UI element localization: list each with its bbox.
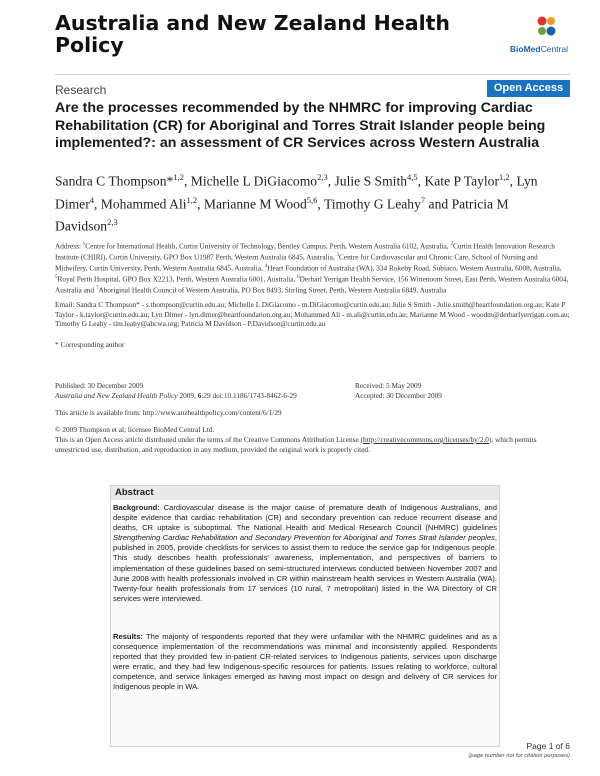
- page-number-note: (page number not for citation purposes): [468, 753, 570, 759]
- header-divider: [55, 74, 570, 75]
- biomed-logo-icon: [526, 12, 566, 42]
- article-title: Are the processes recommended by the NHMRC for improving Cardiac Rehabilitation (CR) for Aboriginal and Torres Strait Islander people being implemented?: an assessment of CR Services across Western Australia: [55, 100, 546, 151]
- license-notice[interactable]: This is an Open Access article distributed under the terms of the Creative Commons Attribution License (http://creativecommons.org/licenses/by/2.0), which permits unrestricted use, distribution, and reproduction in any medium, provided the original work is properly cited.: [55, 435, 537, 454]
- biomed-central-logo[interactable]: [488, 12, 568, 60]
- copyright-notice: © 2009 Thompson et al; licensee BioMed Central Ltd.: [55, 425, 215, 434]
- journal-title: Australia and New Zealand Health Policy: [55, 11, 450, 57]
- article-url[interactable]: This article is available from: http://www.anzhealthpolicy.com/content/6/1/29: [55, 408, 282, 417]
- author-addresses: Address: $^1$Centre for International Health, Curtin University of Technology, Bentley Campus, Perth, Western Australia 6102, Australia, $^2$Curtin Health Innovation Research Institute (CHIRI), Curtin University, GPO Box U1987 Perth, Western Australia 6845, Australia, $^3$Centre for Cardiovascular and Chronic Care, School of Nursing and Midwifery, Curtin University, Perth, Western Australia 6845, Australia, $^4$Heart Foundation of Australia (WA), 334 Rokeby Road, Subiaco, Western Australia, 6008, Australia, $^5$Royal Perth Hospital, GPO Box X2213, Perth, Western Australia 6001, Australia, $^6$Derbarl Yerrigan Health Service, 156 Wittenoom Street, East Perth, Western Australia 6004, Australia and $^7$Aboriginal Health Council of Western Australia, PO Box 8493, Stirling Street, Perth, Western Australia 6849, Australia: [55, 241, 569, 295]
- abstract-heading: Abstract: [111, 486, 499, 500]
- accepted-date: Accepted: 30 December 2009: [355, 391, 442, 400]
- corresponding-author-note: * Corresponding author: [55, 340, 125, 349]
- author-list: Sandra C Thompson*$^{1,2}$, Michelle L DiGiacomo$^{2,3}$, Julie S Smith$^{4,5}$, Kate P Taylor$^{1,2}$, Lyn Dimer$^4$, Mohammed Ali$^{1,2}$, Marianne M Wood$^{5,6}$, Timothy G Leahy$^7$ and Patricia M Davidson$^{2,3}$: [55, 172, 538, 234]
- author-emails[interactable]: Email: Sandra C Thompson* - s.thompson@curtin.edu.au; Michelle L DiGiacomo - m.DiGiacomo@curtin.edu.au; Julie S Smith - Julie.smith@heartfoundation.org.au; Kate P Taylor - k.taylor@curtin.edu.au; Lyn Dimer - lyn.dimer@heartfoundation.org.au; Mohammed Ali - m.ali@curtin.edu.au; Marianne M Wood - woodm@derbarlyerrigan.com.au; Timothy G Leahy - tim.leahy@ahcwa.org; Patricia M Davidson - P.Davidson@curtin.edu.au: [55, 300, 570, 328]
- biomed-central-wordmark: BioMedCentral: [509, 44, 568, 54]
- published-date: Published: 30 December 2009: [55, 381, 144, 390]
- page-number: Page 1 of 6: [526, 741, 570, 751]
- abstract-results: Results: The majority of respondents reported that they were unfamiliar with the NHMRC guidelines and as a consequence implementation of the recommendations was minimal and inconsistently applied. Respondents reported that they provided few in-patient CR-related services to Indigenous patients, services upon discharge were erratic, and they had few Indigenous-specific resources for patients. Issues relating to workforce, cultural competence, and service linkages emerged as having most impact on design and delivery of CR services for Indigenous people in WA.: [113, 632, 497, 692]
- abstract-background: Background: Cardiovascular disease is the major cause of premature death of Indigenous Australians, and despite evidence that cardiac rehabilitation (CR) and secondary prevention can reduce recurrent disease and deaths, CR uptake is suboptimal. The National Health and Medical Research Council (NHMRC) guidelines Strengthening Cardiac Rehabilitation and Secondary Prevention for Aboriginal and Torres Strait Islander peoples, published in 2005, provide checklists for services to assist them to reduce the service gap for Indigenous people. This study describes health professionals' awareness, implementation, and perspectives of barriers to implementation of these guidelines based on semi-structured interviews conducted between November 2007 and June 2008 with health professionals involved in CR within mainstream health services in Western Australia (WA). Twenty-four health professionals from 17 services (10 rural, 7 metropolitan) listed in the WA Directory of CR services were interviewed.: [113, 503, 497, 603]
- citation: Australia and New Zealand Health Policy 2009, 6:29 doi:10.1186/1743-8462-6-29: [55, 391, 297, 400]
- received-date: Received: 5 May 2009: [355, 381, 422, 390]
- open-access-badge: Open Access: [487, 80, 570, 97]
- section-label: Research: [55, 83, 107, 97]
